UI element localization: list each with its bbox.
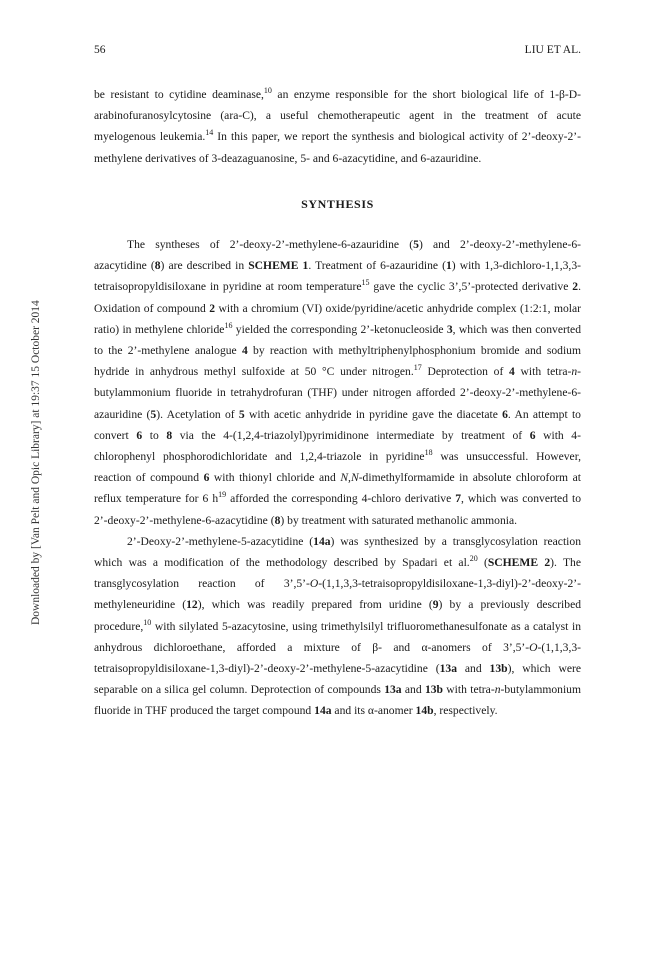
text-run: , respectively. [433, 704, 498, 718]
text-run: ) with 1,3-dichloro-1,1,3,3-tetraisopropyldisiloxane in pyridine at room temperature [94, 259, 581, 294]
compound-number: SCHEME 1 [248, 259, 309, 273]
compound-number: 9 [432, 598, 439, 612]
reference-citation: 18 [424, 448, 433, 458]
text-run: gave the cyclic 3’,5’-protected derivative [369, 280, 573, 294]
compound-number: 6 [529, 428, 536, 442]
text-run: with tetra- [514, 365, 572, 379]
compound-number: 6 [203, 471, 210, 485]
compound-number: 1 [445, 259, 452, 273]
compound-number: 2 [209, 301, 216, 315]
text-run: , which was converted to 2’-deoxy-2’-methylene-6-azacytidine ( [94, 492, 581, 527]
compound-number: 4 [241, 344, 248, 358]
text-run: to [142, 428, 167, 442]
download-watermark: Downloaded by [Van Pelt and Opic Library] at 19:37 15 October 2014 [30, 300, 42, 625]
text-run: . An attempt to convert [94, 407, 581, 442]
compound-number: 6 [136, 428, 143, 442]
text-run: . Treatment of 6-azauridine ( [308, 259, 446, 273]
intro-paragraph [94, 84, 581, 169]
compound-number: 12 [186, 598, 198, 612]
text-run: ) by treatment with saturated methanolic ammonia. [280, 513, 518, 527]
italic-text: O [309, 577, 319, 591]
compound-number: 7 [455, 492, 462, 506]
text-run: ), which were separable on a silica gel column. Deprotection of compounds [94, 662, 581, 697]
italic-text: N,N [340, 471, 359, 485]
compound-number: 8 [166, 428, 173, 442]
compound-number: 13a [439, 662, 457, 676]
compound-number: 3 [446, 322, 453, 336]
text-run: ). Acetylation of [156, 407, 239, 421]
text-run: Deprotection of [421, 365, 510, 379]
text-run: ), which was readily prepared from uridine ( [197, 598, 433, 612]
text-run: 2’-Deoxy-2’-methylene-5-azacytidine ( [127, 534, 314, 548]
text-run: was unsuccessful. However, reaction of compound [94, 450, 582, 485]
section-heading: SYNTHESIS [301, 196, 374, 211]
text-run: with silylated 5-azacytosine, using trimethylsilyl trifluoromethanesulfonate as a catalyst in anhydrous dichloroethane, afforded a mixture of β- and α-anomers of 3’,5’- [94, 619, 581, 654]
italic-text: O [529, 640, 538, 654]
compound-number: 2 [572, 280, 579, 294]
text-run: ) and 2’-deoxy-2’-methylene-6-azacytidine ( [94, 238, 581, 273]
italic-text: n [494, 683, 501, 697]
text-run: -butylammonium fluoride in tetrahydrofuran (THF) under nitrogen afforded 2’-deoxy-2’-methylene-6-azauridine ( [94, 365, 582, 421]
text-run: with tetra- [443, 683, 495, 697]
text-run: via the 4-(1,2,4-triazolyl)pyrimidinone intermediate by treatment of [172, 428, 530, 442]
reference-citation: 14 [205, 128, 214, 138]
text-run: and [457, 662, 490, 676]
reference-citation: 20 [469, 554, 478, 564]
text-run: In this paper, we report the synthesis and biological activity of 2’-deoxy-2’-methylene derivatives of 3-deazaguanosine, 5- and 6-azacytidine, and 6-azauridine. [94, 130, 581, 165]
compound-number: 5 [150, 407, 157, 421]
running-head: LIU ET AL. [524, 44, 581, 56]
text-run: ( [477, 556, 488, 570]
reference-citation: 19 [218, 490, 227, 500]
text-run: and [401, 683, 425, 697]
text-run: ) by a previously described procedure, [94, 598, 582, 633]
compound-number: 13b [489, 662, 508, 676]
compound-number: 6 [502, 407, 508, 421]
compound-number: 8 [274, 513, 281, 527]
text-run: afforded the corresponding 4-chloro derivative [226, 492, 456, 506]
text-run: and its α-anomer [331, 704, 416, 718]
compound-number: 8 [154, 259, 161, 273]
compound-number: 4 [509, 365, 515, 379]
text-run: The syntheses of 2’-deoxy-2’-methylene-6-azauridine ( [127, 238, 414, 252]
text-run: -butylammonium fluoride in THF produced the target compound [94, 683, 581, 718]
text-run: ) was synthesized by a transglycosylation reaction which was a modification of the methodology described by Spadari et al. [94, 534, 581, 570]
italic-text: n [571, 365, 578, 379]
text-run: by reaction with methyltriphenylphosphonium bromide and sodium hydride in anhydrous methyl sulfoxide at 50 °C under nitrogen. [94, 344, 581, 379]
text-run: with 4-chlorophenyl phosphorodichloridate and 1,2,4-triazole in pyridine [94, 428, 581, 464]
text-run: with thionyl chloride and [209, 471, 341, 485]
text-run: , which was then converted to the 2’-methylene analogue [94, 322, 581, 358]
reference-citation: 10 [143, 617, 152, 627]
compound-number: 5 [413, 238, 419, 252]
text-run: -dimethylformamide in absolute chloroform at reflux temperature for 6 h [94, 471, 581, 506]
text-run: -(1,1,3,3-tetraisopropyldisiloxane-1,3-diyl)-2’-deoxy-2’-methylene-5-azacytidine ( [94, 640, 581, 676]
article-body [94, 84, 581, 722]
page-number: 56 [94, 44, 106, 56]
synthesis-paragraph-1 [94, 234, 581, 531]
compound-number: 5 [238, 407, 245, 421]
reference-citation: 15 [361, 278, 370, 288]
compound-number: 14b [415, 704, 434, 718]
text-run: yielded the corresponding 2’-ketonucleoside [232, 322, 447, 336]
compound-number: 14a [314, 704, 332, 718]
reference-citation: 16 [224, 320, 233, 330]
compound-number: SCHEME 2 [487, 556, 551, 570]
text-run: be resistant to cytidine deaminase, [94, 88, 264, 101]
page-header [94, 44, 581, 58]
compound-number: 13a [384, 683, 402, 697]
text-run: with acetic anhydride in pyridine gave the diacetate [244, 407, 503, 421]
synthesis-paragraph-2 [94, 531, 581, 722]
text-run: ). The transglycosylation reaction of 3’,5’- [94, 556, 581, 591]
reference-citation: 10 [263, 86, 272, 96]
compound-number: 13b [424, 683, 443, 697]
text-run: an enzyme responsible for the short biological life of 1-β-D-arabinofuranosylcytosine (ara-C), a useful chemotherapeutic agent in the treatment of acute myelogenous leukemia. [94, 88, 581, 144]
compound-number: 14a [313, 534, 331, 548]
text-run: . Oxidation of compound [94, 280, 581, 315]
text-run: ) are described in [160, 259, 249, 273]
reference-citation: 17 [413, 363, 422, 373]
text-run: -(1,1,3,3-tetraisopropyldisiloxane-1,3-diyl)-2’-deoxy-2’-methyleneuridine ( [94, 577, 581, 612]
text-run: with a chromium (VI) oxide/pyridine/acetic anhydride complex (1:2:1, molar ratio) in methylene chloride [94, 301, 581, 336]
